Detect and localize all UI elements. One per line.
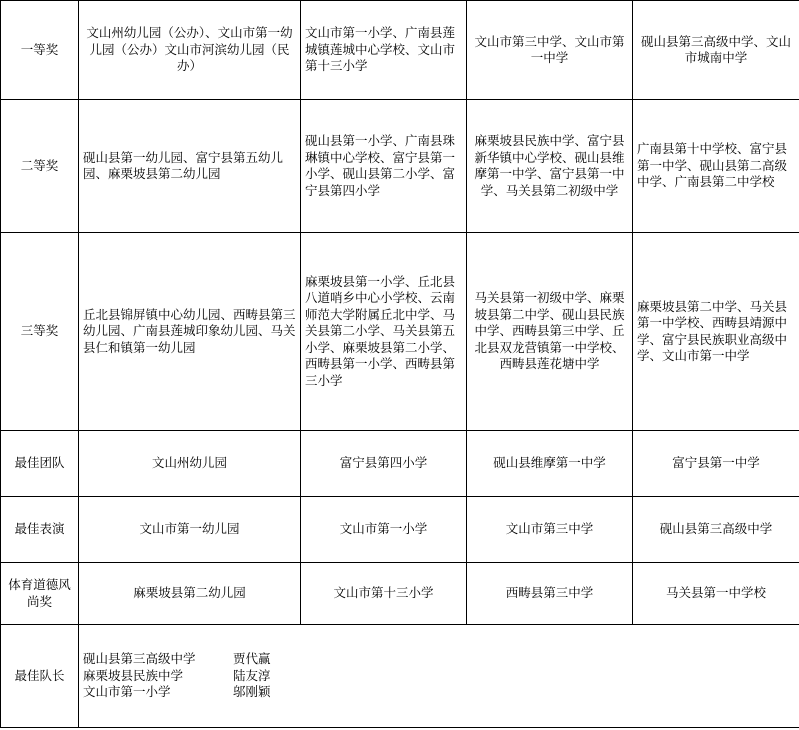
best-performance-kindergarten: 文山市第一幼儿园 <box>79 497 301 563</box>
best-performance-label: 最佳表演 <box>1 497 79 563</box>
best-performance-row <box>1 497 799 563</box>
second-prize-row <box>1 100 799 233</box>
captain-entry <box>83 684 796 701</box>
best-performance-middle: 文山市第三中学 <box>467 497 633 563</box>
first-prize-kindergarten: 文山州幼儿园（公办）、文山市第一幼儿园（公办）文山市河滨幼儿园（民办） <box>79 1 301 100</box>
captain-entry <box>83 668 796 685</box>
second-prize-high: 广南县第十中学校、富宁县第一中学、砚山县第二高级中学、广南县第二中学校 <box>633 100 799 233</box>
best-captain-list <box>79 625 799 728</box>
sportsmanship-primary: 文山市第十三小学 <box>301 563 467 625</box>
first-prize-high: 砚山县第三高级中学、文山市城南中学 <box>633 1 799 100</box>
best-captain-row <box>1 625 799 728</box>
sportsmanship-high: 马关县第一中学校 <box>633 563 799 625</box>
third-prize-row <box>1 233 799 431</box>
second-prize-kindergarten: 砚山县第一幼儿园、富宁县第五幼儿园、麻栗坡县第二幼儿园 <box>79 100 301 233</box>
first-prize-primary: 文山市第一小学、广南县莲城镇莲城中心学校、文山市第十三小学 <box>301 1 467 100</box>
captain-school: 文山市第一小学 <box>83 684 171 700</box>
best-team-middle: 砚山县维摩第一中学 <box>467 431 633 497</box>
best-performance-high: 砚山县第三高级中学 <box>633 497 799 563</box>
captain-entry <box>83 651 796 668</box>
captain-name: 贾代赢 <box>233 651 271 667</box>
first-prize-middle: 文山市第三中学、文山市第一中学 <box>467 1 633 100</box>
sportsmanship-kindergarten: 麻栗坡县第二幼儿园 <box>79 563 301 625</box>
best-team-row <box>1 431 799 497</box>
second-prize-label: 二等奖 <box>1 100 79 233</box>
captain-name: 陆友淳 <box>233 667 271 683</box>
captain-school: 砚山县第三高级中学 <box>83 651 196 667</box>
best-team-label: 最佳团队 <box>1 431 79 497</box>
sportsmanship-middle: 西畴县第三中学 <box>467 563 633 625</box>
second-prize-middle: 麻栗坡县民族中学、富宁县新华镇中心学校、砚山县维摩第一中学、富宁县第一中学、马关县第二初级中学 <box>467 100 633 233</box>
best-performance-primary: 文山市第一小学 <box>301 497 467 563</box>
third-prize-kindergarten: 丘北县锦屏镇中心幼儿园、西畴县第三幼儿园、广南县莲城印象幼儿园、马关县仁和镇第一幼儿园 <box>79 233 301 431</box>
third-prize-middle: 马关县第一初级中学、麻栗坡县第二中学、砚山县民族中学、西畴县第三中学、丘北县双龙营镇第一中学校、西畴县莲花塘中学 <box>467 233 633 431</box>
first-prize-row <box>1 1 799 100</box>
best-team-primary: 富宁县第四小学 <box>301 431 467 497</box>
sportsmanship-label: 体育道德风尚奖 <box>1 563 79 625</box>
best-team-high: 富宁县第一中学 <box>633 431 799 497</box>
second-prize-primary: 砚山县第一小学、广南县珠琳镇中心学校、富宁县第一小学、砚山县第二小学、富宁县第四小学 <box>301 100 467 233</box>
third-prize-primary: 麻栗坡县第一小学、丘北县八道哨乡中心小学校、云南师范大学附属丘北中学、马关县第二小学、马关县第五小学、麻栗坡县第二小学、西畴县第一小学、西畴县第三小学 <box>301 233 467 431</box>
first-prize-label: 一等奖 <box>1 1 79 100</box>
best-captain-label: 最佳队长 <box>1 625 79 728</box>
best-team-kindergarten: 文山州幼儿园 <box>79 431 301 497</box>
captain-school: 麻栗坡县民族中学 <box>83 667 184 683</box>
third-prize-label: 三等奖 <box>1 233 79 431</box>
third-prize-high: 麻栗坡县第二中学、马关县第一中学校、西畴县靖源中学、富宁县民族职业高级中学、文山市第一中学 <box>633 233 799 431</box>
sportsmanship-row <box>1 563 799 625</box>
captain-name: 邬刚颖 <box>233 684 271 700</box>
